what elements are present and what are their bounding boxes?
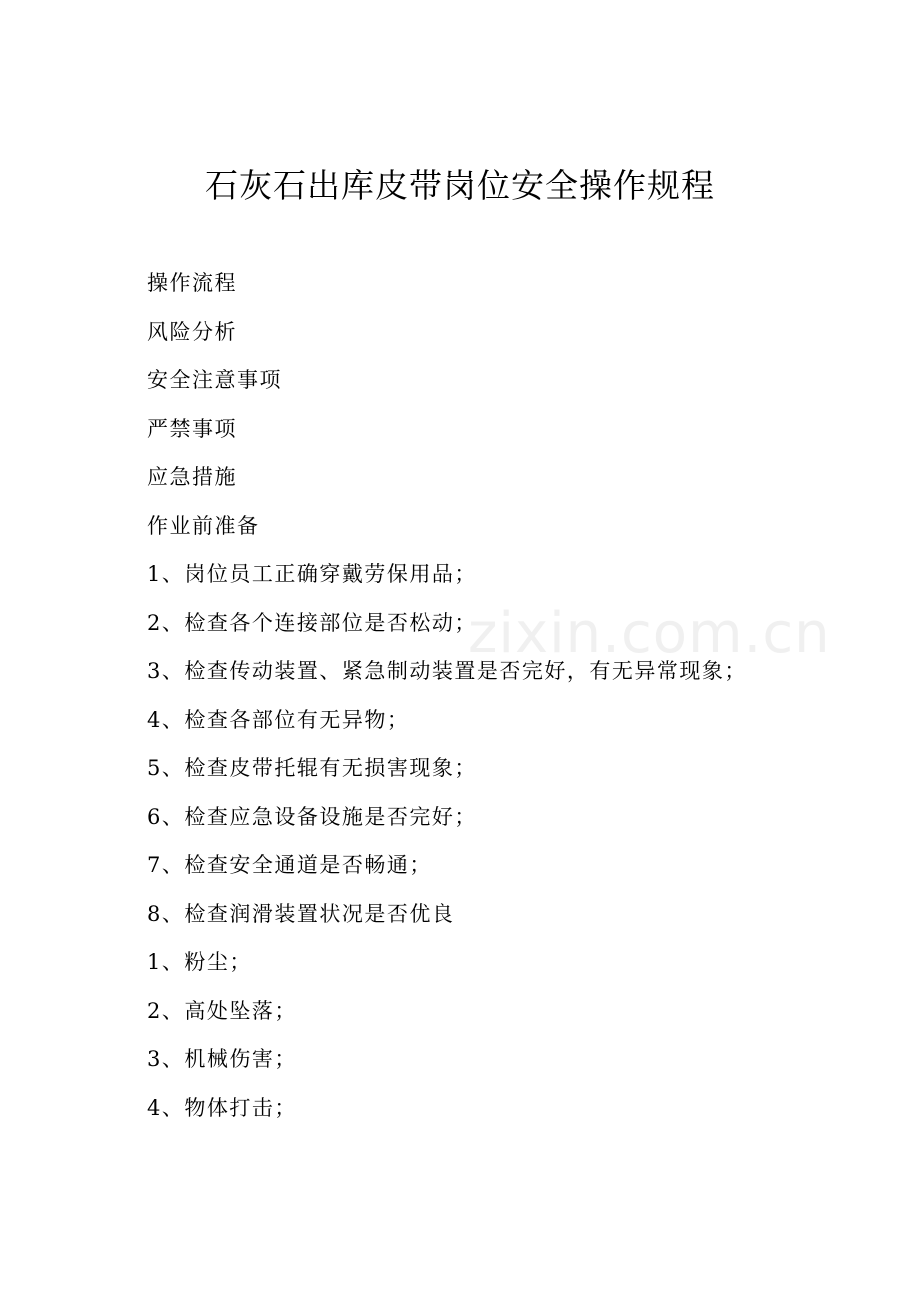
document-body <box>147 259 887 1132</box>
body-line: 操作流程 <box>147 271 237 295</box>
body-line: 3、检查传动装置、紧急制动装置是否完好，有无异常现象； <box>147 659 747 683</box>
body-line: 1、粉尘； <box>147 950 252 974</box>
watermark: zixin.com.cn <box>468 601 831 666</box>
body-line: 安全注意事项 <box>147 368 282 392</box>
body-line: 3、机械伤害； <box>147 1047 297 1071</box>
body-line: 5、检查皮带托辊有无损害现象； <box>147 756 477 780</box>
body-line: 4、检查各部位有无异物； <box>147 707 410 732</box>
body-line: 2、高处坠落； <box>147 998 297 1023</box>
body-line: 风险分析 <box>147 319 237 344</box>
body-line: 作业前准备 <box>147 513 260 538</box>
body-line: 4、物体打击； <box>147 1095 297 1120</box>
body-line: 6、检查应急设备设施是否完好； <box>147 804 477 829</box>
body-line: 应急措施 <box>147 465 237 489</box>
body-line: 严禁事项 <box>147 416 237 441</box>
document-title: 石灰石出库皮带岗位安全操作规程 <box>205 166 715 205</box>
body-line: 7、检查安全通道是否畅通； <box>147 853 432 877</box>
body-line: 1、岗位员工正确穿戴劳保用品； <box>147 562 477 586</box>
body-line: 8、检查润滑装置状况是否优良 <box>147 901 455 926</box>
body-line: 2、检查各个连接部位是否松动； <box>147 610 477 635</box>
